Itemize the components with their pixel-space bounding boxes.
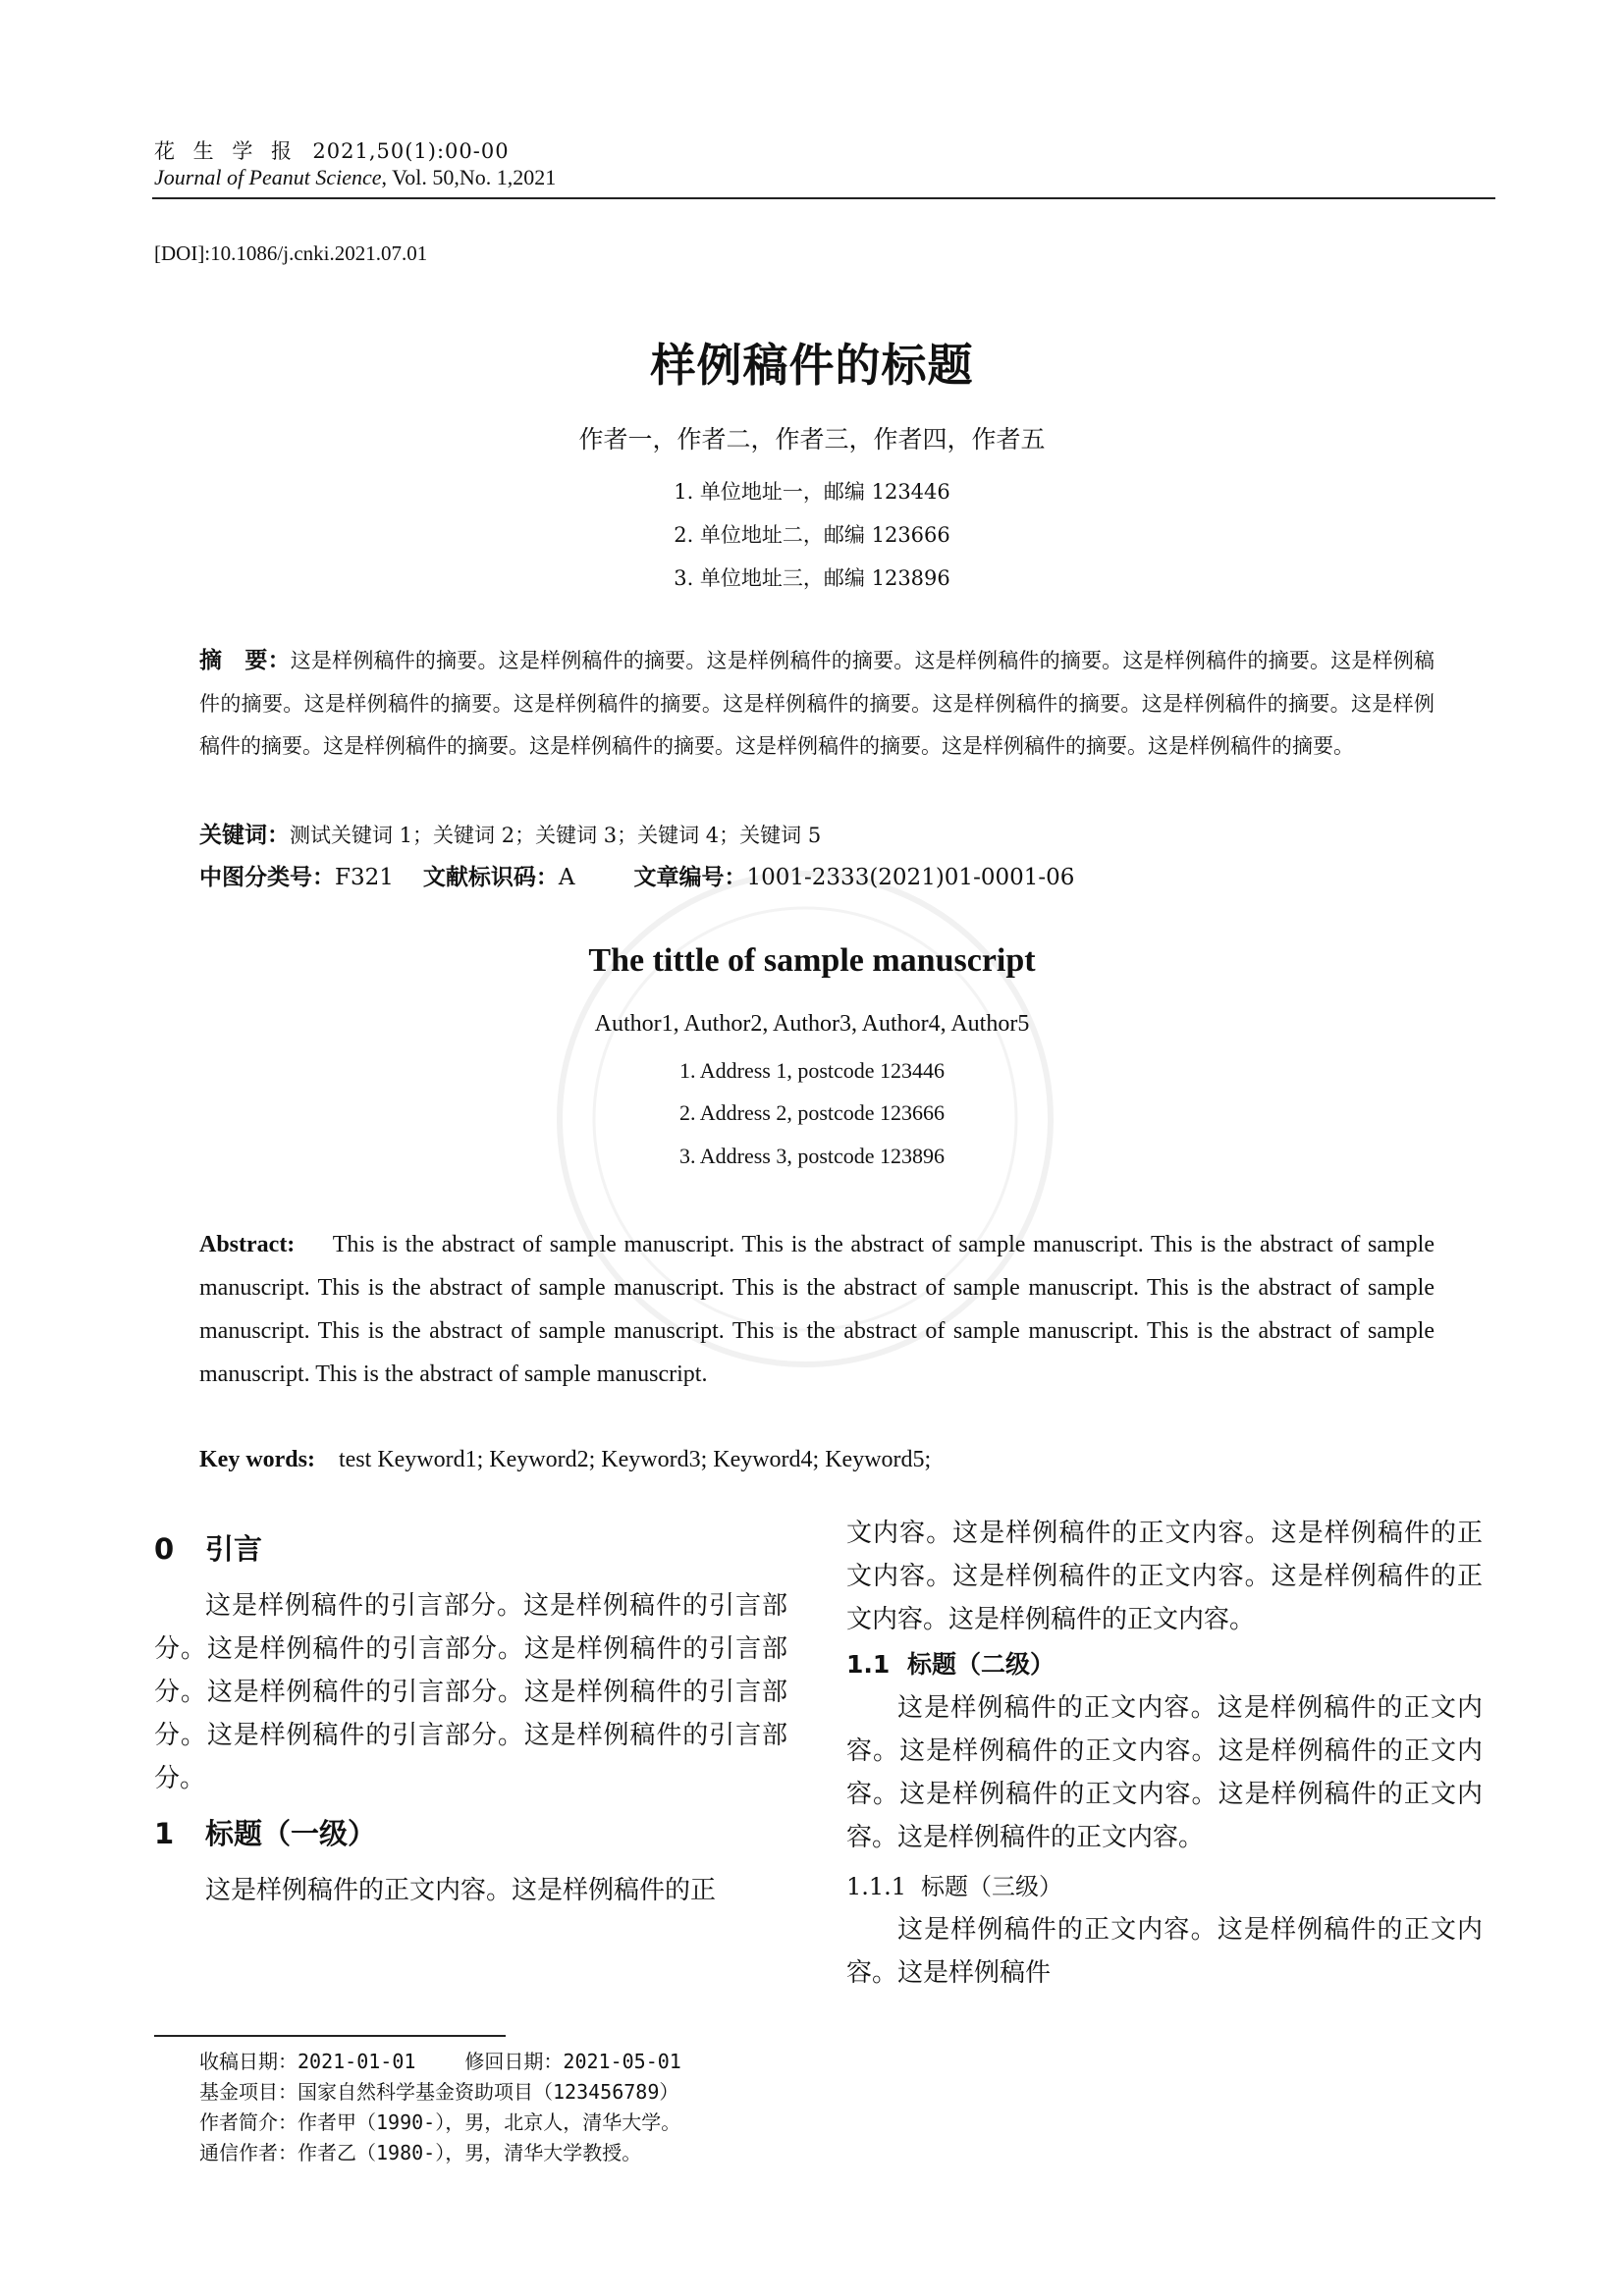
- affiliation-en-2: 2. Address 2, postcode 123666: [678, 1100, 946, 1125]
- received-date: 2021-01-01: [298, 2050, 416, 2073]
- abstract-en: [199, 1223, 1435, 1396]
- abstract-text-cn: 这是样例稿件的摘要。这是样例稿件的摘要。这是样例稿件的摘要。这是样例稿件的摘要。这是样例稿件的摘要。这是样例稿件的摘要。这是样例稿件的摘要。这是样例稿件的摘要。这是样例稿件的摘要。这是样例稿件的摘要。这是样例稿件的摘要。这是样例稿件的摘要。这是样例稿件的摘要。这是样例稿件的摘要。这是样例稿件的摘要。这是样例稿件的摘要。这是样例稿件的摘要。: [199, 649, 1435, 758]
- journal-name-cn: 花 生 学 报: [154, 139, 298, 163]
- keywords-label-en: Key words:: [199, 1447, 315, 1472]
- footnote-rule: [154, 2035, 506, 2037]
- body-column-right: [846, 1512, 1483, 2001]
- abstract-label-cn: 摘 要：: [199, 648, 291, 673]
- keywords-text-cn: 测试关键词 1；关键词 2；关键词 3；关键词 4；关键词 5: [290, 824, 822, 847]
- keywords-label-cn: 关键词：: [199, 823, 290, 848]
- paragraph-sec1: 这是样例稿件的正文内容。这是样例稿件的正: [205, 1876, 717, 1905]
- authors-cn: 作者一，作者二，作者三，作者四，作者五: [578, 425, 1046, 454]
- subsection-title: 标题（二级）: [907, 1650, 1056, 1679]
- footnote-author-intro: 作者简介：作者甲（1990-），男，北京人，清华大学。: [199, 2110, 681, 2134]
- subsubsection-number: 1.1.1: [846, 1873, 907, 1900]
- affiliation-en-1: 1. Address 1, postcode 123446: [678, 1058, 946, 1083]
- abstract-cn: [199, 640, 1435, 769]
- footnote-dates: [199, 2047, 681, 2077]
- abstract-label-en: Abstract:: [199, 1232, 296, 1257]
- affiliation-cn-1: 1. 单位地址一，邮编 123446: [674, 480, 950, 504]
- section-heading-0: [154, 1527, 787, 1571]
- issue-en: , Vol. 50,No. 1,2021: [381, 165, 557, 189]
- abstract-text-en: This is the abstract of sample manuscript. This is the abstract of sample manuscript. This is the abstract of sample manuscript. This is the abstract of sample manuscript. This is the abstract of sample manuscript. This is the abstract of sample manuscript. This is the abstract of sample manuscript. This is the abstract of sample manuscript. This is the abstract of sample manuscript. This is the abstract of sample manuscript.: [199, 1232, 1435, 1387]
- affiliation-en-3: 3. Address 3, postcode 123896: [678, 1144, 946, 1168]
- paragraph-intro: 这是样例稿件的引言部分。这是样例稿件的引言部分。这是样例稿件的引言部分。这是样例稿件的引言部分。这是样例稿件的引言部分。这是样例稿件的引言部分。这是样例稿件的引言部分。这是样例稿件的引言部分。: [154, 1591, 787, 1793]
- running-header-cn: [154, 135, 510, 165]
- section-number: 1: [154, 1817, 175, 1850]
- affiliation-cn-3: 3. 单位地址三，邮编 123896: [674, 566, 950, 590]
- keywords-en: [199, 1439, 1435, 1482]
- journal-name-en: Journal of Peanut Science: [154, 165, 382, 189]
- revised-date: 2021-05-01: [563, 2050, 681, 2073]
- section-number: 0: [154, 1532, 175, 1566]
- classification-line: [199, 857, 1435, 900]
- doi: [DOI]:10.1086/j.cnki.2021.07.01: [154, 241, 428, 265]
- received-label: 收稿日期：: [199, 2050, 298, 2073]
- clc-label: 中图分类号：: [199, 865, 335, 890]
- authors-en: Author1, Author2, Author3, Author4, Author5: [594, 1011, 1030, 1037]
- section-title: 标题（一级）: [205, 1817, 377, 1850]
- keywords-text-en: test Keyword1; Keyword2; Keyword3; Keyword4; Keyword5;: [338, 1447, 932, 1472]
- body-column-left: [154, 1520, 787, 1918]
- doc-code-value: A: [558, 865, 575, 890]
- title-en: The tittle of sample manuscript: [588, 942, 1036, 979]
- title-cn: 样例稿件的标题: [650, 339, 974, 392]
- section-title: 引言: [205, 1532, 263, 1566]
- subsubsection-title: 标题（三级）: [921, 1873, 1062, 1900]
- paragraph-sec1-1-1: 这是样例稿件的正文内容。这是样例稿件的正文内容。这是样例稿件: [846, 1915, 1483, 1988]
- running-header-en: [154, 165, 556, 190]
- subsection-number: 1.1: [846, 1650, 891, 1679]
- doc-code-label: 文献标识码：: [422, 865, 559, 890]
- issue-cn: 2021,50(1):00-00: [312, 139, 510, 163]
- affiliation-cn-2: 2. 单位地址二，邮编 123666: [674, 523, 950, 547]
- paragraph-continued: 文内容。这是样例稿件的正文内容。这是样例稿件的正文内容。这是样例稿件的正文内容。这是样例稿件的正文内容。这是样例稿件的正文内容。: [846, 1519, 1483, 1634]
- subsubsection-heading-1-1-1: [846, 1865, 1483, 1908]
- header-rule: [152, 197, 1495, 199]
- article-no-label: 文章编号：: [633, 865, 747, 890]
- keywords-cn: [199, 815, 1435, 858]
- footnote: [199, 2047, 681, 2168]
- footnote-fund: 基金项目：国家自然科学基金资助项目（123456789）: [199, 2080, 679, 2104]
- revised-label: 修回日期：: [464, 2050, 564, 2073]
- paragraph-sec1-1: 这是样例稿件的正文内容。这是样例稿件的正文内容。这是样例稿件的正文内容。这是样例稿件的正文内容。这是样例稿件的正文内容。这是样例稿件的正文内容。这是样例稿件的正文内容。: [846, 1693, 1483, 1852]
- subsection-heading-1-1: [846, 1643, 1483, 1686]
- article-no-value: 1001-2333(2021)01-0001-06: [746, 865, 1075, 890]
- clc-value: F321: [335, 865, 394, 890]
- section-heading-1: [154, 1812, 787, 1855]
- footnote-corresponding: 通信作者：作者乙（1980-），男，清华大学教授。: [199, 2141, 642, 2164]
